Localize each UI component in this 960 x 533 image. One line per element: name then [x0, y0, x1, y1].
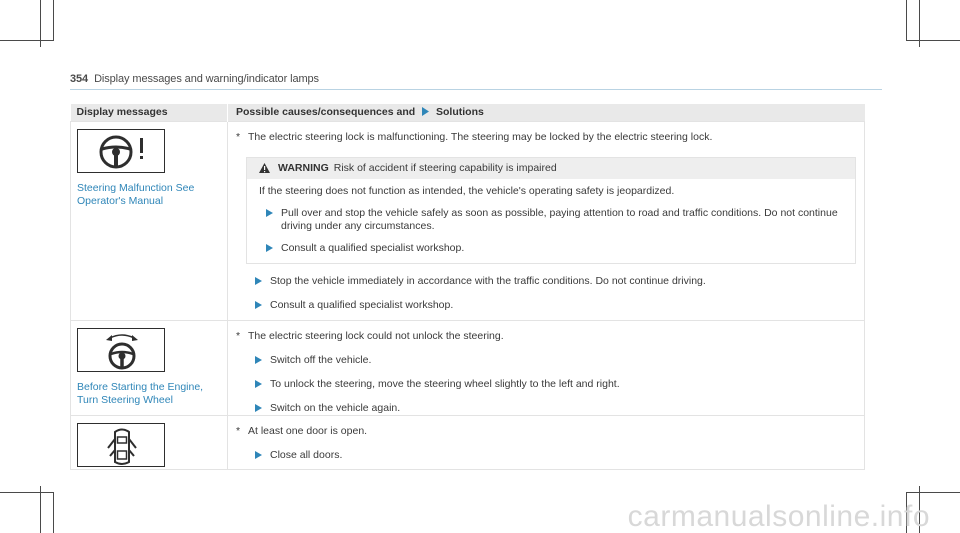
crop-mark	[906, 492, 960, 493]
cause-text: * The electric steering lock could not unlock the steering.	[236, 329, 504, 342]
table-row	[71, 415, 865, 469]
display-message-cell	[71, 320, 228, 415]
warning-box	[246, 157, 856, 264]
causes-solutions-cell	[228, 121, 865, 320]
warning-body	[247, 179, 855, 263]
warning-label: WARNING	[278, 162, 329, 174]
crop-mark	[0, 492, 54, 493]
crop-mark	[53, 492, 54, 533]
crop-mark	[53, 0, 54, 41]
page-header	[70, 73, 319, 85]
header-divider	[70, 89, 882, 90]
solution-step: Consult a qualified specialist workshop.	[236, 299, 856, 312]
warning-intro: If the steering does not function as intended, the vehicle's operating safety is jeopardized.	[259, 184, 675, 197]
column-header-causes-solutions	[228, 104, 865, 121]
display-message-cell	[71, 121, 228, 320]
steering-wheel-turn-icon	[77, 328, 165, 372]
steering-wheel-exclamation-icon	[77, 129, 165, 173]
step-arrow-icon	[255, 404, 262, 412]
column-header-display-messages: Display messages	[71, 104, 228, 121]
solution-step: Switch on the vehicle again.	[236, 402, 856, 415]
column-header-causes: Possible causes/consequences and	[236, 106, 416, 119]
step-arrow-icon	[255, 301, 262, 309]
display-messages-table	[70, 104, 865, 470]
warning-title: Risk of accident if steering capability is impaired	[333, 162, 557, 174]
table-row	[71, 320, 865, 415]
solution-step: Close all doors.	[236, 449, 856, 462]
step-arrow-icon	[255, 277, 262, 285]
cause-text: * The electric steering lock is malfunctioning. The steering may be locked by the electric steering lock.	[236, 130, 713, 143]
causes-solutions-cell	[228, 320, 865, 415]
display-message-cell	[71, 415, 228, 469]
crop-mark	[0, 40, 54, 41]
solution-step: Switch off the vehicle.	[236, 354, 856, 367]
warning-step: Consult a qualified specialist workshop.	[259, 242, 845, 255]
step-arrow-icon	[255, 356, 262, 364]
step-arrow-icon	[255, 380, 262, 388]
cause-text: * At least one door is open.	[236, 424, 368, 437]
page-number: 354	[70, 73, 89, 85]
solution-step: Stop the vehicle immediately in accordance with the traffic conditions. Do not continue driving.	[236, 275, 856, 288]
warning-step: Pull over and stop the vehicle safely as soon as possible, paying attention to road and traffic conditions. Do not continue driving under any circumstances.	[259, 207, 845, 233]
warning-triangle-icon	[259, 163, 270, 173]
column-header-solutions: Solutions	[436, 106, 484, 119]
step-arrow-icon	[255, 451, 262, 459]
table-row	[71, 121, 865, 320]
table-header-row	[71, 104, 865, 121]
crop-mark	[906, 0, 907, 41]
display-message-text: Before Starting the Engine, Turn Steering Wheel	[77, 380, 204, 406]
causes-solutions-cell	[228, 415, 865, 469]
warning-header	[247, 158, 855, 179]
crop-mark	[906, 40, 960, 41]
solution-steps	[236, 275, 856, 320]
watermark: carmanualsonline.info	[627, 500, 930, 533]
solution-step: To unlock the steering, move the steering wheel slightly to the left and right.	[236, 378, 856, 391]
crop-mark	[40, 486, 41, 533]
display-message-text: Steering Malfunction See Operator's Manual	[77, 181, 195, 207]
step-arrow-icon	[266, 209, 273, 217]
step-arrow-icon	[266, 244, 273, 252]
car-doors-open-icon	[77, 423, 165, 467]
solutions-arrow-icon	[421, 107, 430, 116]
page-title: Display messages and warning/indicator lamps	[94, 73, 319, 85]
